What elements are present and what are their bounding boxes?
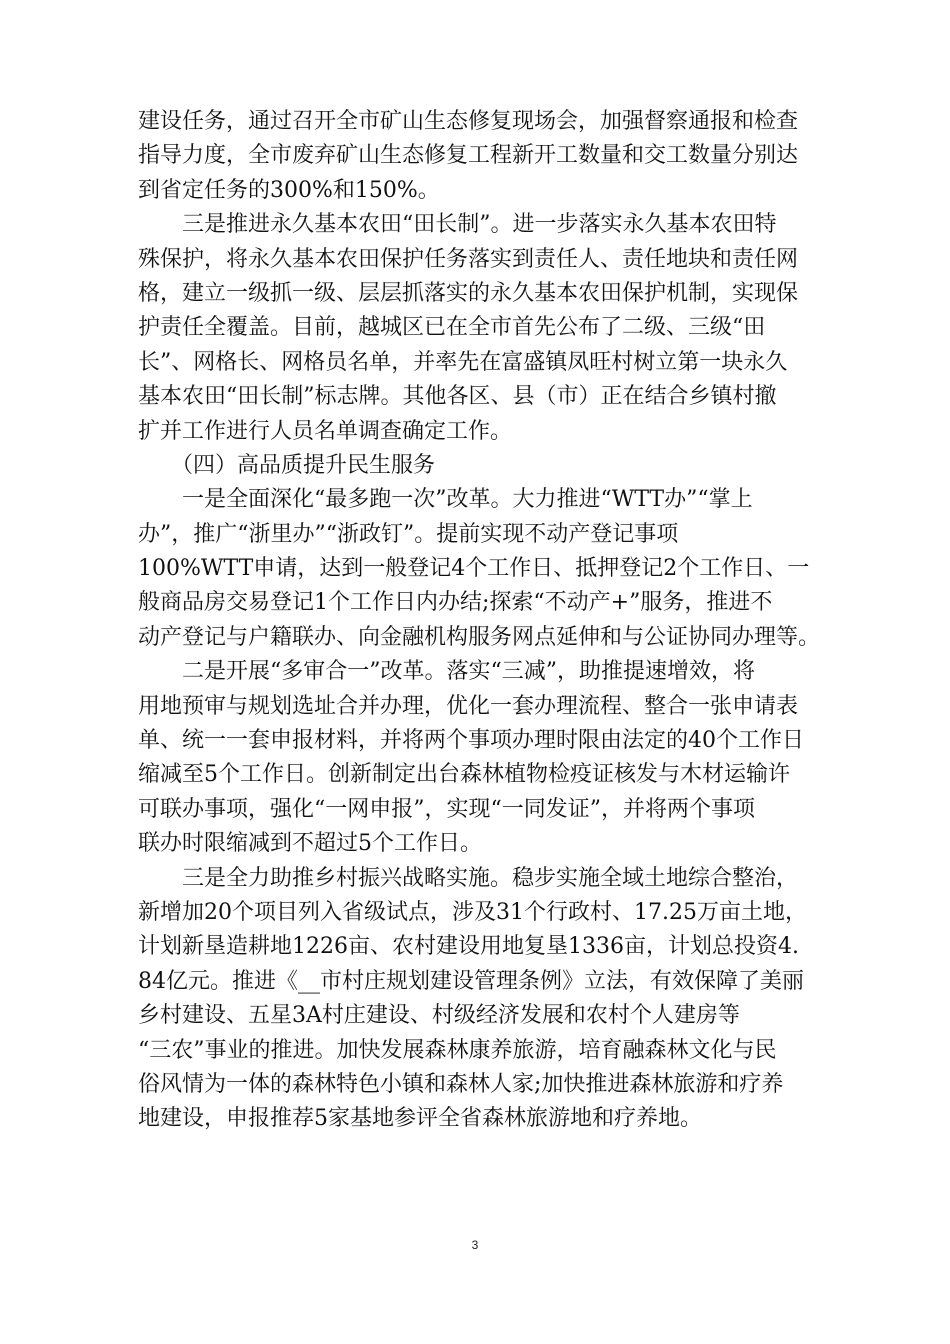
text-line: 长”、网格长、网格员名单，并率先在富盛镇凤旺村树立第一块永久: [138, 349, 788, 375]
text-line: 殊保护，将永久基本农田保护任务落实到责任人、责任地块和责任网: [138, 246, 799, 272]
text-line: 二是开展“多审合一”改革。落实“三减”，助推提速增效，将: [138, 659, 755, 685]
text-line: 建设任务，通过召开全市矿山生态修复现场会，加强督察通报和检查: [138, 109, 799, 134]
text-line: 一是全面深化“最多跑一次”改革。大力推进“WTT办”“掌上: [138, 487, 753, 513]
text-line: 到省定任务的300%和150%。: [138, 177, 440, 203]
text-line: 般商品房交易登记1个工作日内办结;探索“不动产+”服务，推进不: [138, 590, 773, 616]
text-line: 三是全力助推乡村振兴战略实施。稳步实施全域土地综合整治，: [138, 865, 799, 891]
text-line: 动产登记与户籍联办、向金融机构服务网点延伸和与公证协同办理等。: [138, 624, 821, 650]
text-line: 联办时限缩减到不超过5个工作日。: [138, 831, 482, 857]
text-line: 100%WTT申请，达到一般登记4个工作日、抵押登记2个工作日、一: [138, 556, 810, 582]
text-line: 指导力度，全市废弃矿山生态修复工程新开工数量和交工数量分别达: [138, 143, 799, 169]
text-line: 计划新垦造耕地1226亩、农村建设用地复垦1336亩，计划总投资4.: [138, 934, 799, 960]
text-line: 格，建立一级抓一级、层层抓落实的永久基本农田保护机制，实现保: [138, 280, 799, 306]
section-heading: （四）高品质提升民生服务: [138, 452, 436, 478]
text-line: 办”，推广“浙里办”“浙政钉”。提前实现不动产登记事项: [138, 521, 679, 547]
text-line: 可联办事项，强化“一网申报”，实现“一同发证”，并将两个事项: [138, 796, 755, 822]
text-line: 单、统一一套申报材料，并将两个事项办理时限由法定的40个工作日: [138, 728, 804, 754]
text-line: 基本农田“田长制”标志牌。其他各区、县（市）正在结合乡镇村撤: [138, 384, 777, 410]
text-line: “三农”事业的推进。加快发展森林康养旅游，培育融森林文化与民: [138, 1037, 777, 1063]
text-line: 俗风情为一体的森林特色小镇和森林人家;加快推进森林旅游和疗养: [138, 1071, 784, 1097]
page-number: 3: [471, 1238, 479, 1252]
document-body: [138, 105, 828, 1137]
text-line: 护责任全覆盖。目前，越城区已在全市首先公布了二级、三级“田: [138, 315, 766, 341]
text-line: 扩并工作进行人员名单调查确定工作。: [138, 418, 513, 444]
text-line: 缩减至5个工作日。创新制定出台森林植物检疫证核发与木材运输许: [138, 762, 790, 788]
text-line: 新增加20个项目列入省级试点，涉及31个行政村、17.25万亩土地，: [138, 899, 807, 925]
text-line: 用地预审与规划选址合并办理，优化一套办理流程、整合一张申请表: [138, 693, 799, 719]
text-line: 乡村建设、五星3A村庄建设、村级经济发展和农村个人建房等: [138, 1003, 740, 1029]
text-line: 地建设，申报推荐5家基地参评全省森林旅游地和疗养地。: [138, 1106, 702, 1132]
text-line: 84亿元。推进《__市村庄规划建设管理条例》立法，有效保障了美丽: [138, 968, 804, 994]
text-line: 三是推进永久基本农田“田长制”。进一步落实永久基本农田特: [138, 212, 777, 238]
